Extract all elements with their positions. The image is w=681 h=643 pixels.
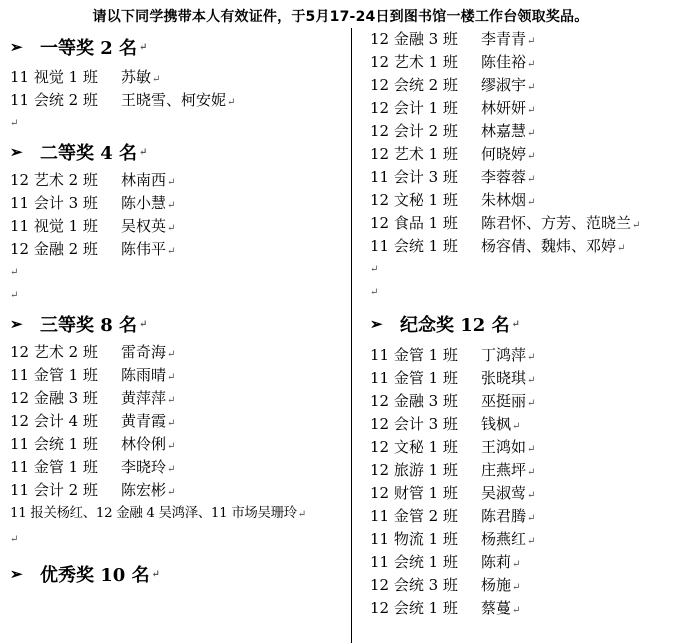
extra-winners-text: 11 报关杨红、12 金融 4 吴鸿泽、11 市场吴珊玲 [10,506,297,521]
paragraph-mark-icon: ↵ [511,318,520,330]
winner-row [10,169,345,192]
paragraph-mark-icon: ↵ [167,349,176,360]
winner-row [370,528,675,551]
section-heading [10,307,345,341]
paragraph-mark-icon: ↵ [527,151,536,162]
student-names: 何晓婷 [481,145,527,163]
paragraph-mark-icon: ↵ [297,509,306,520]
class-name: 12 艺术 1 班 [370,145,458,163]
winner-row [370,212,675,235]
paragraph-mark-icon: ↵ [512,559,521,570]
paragraph-mark-icon: ↵ [527,36,536,47]
student-names: 苏敏 [121,68,152,86]
paragraph-mark-icon: ↵ [167,418,176,429]
student-names: 陈小慧 [121,194,167,212]
class-name: 12 艺术 1 班 [370,53,458,71]
paragraph-mark-icon: ↵ [527,490,536,501]
winner-row [370,482,675,505]
paragraph-mark-icon: ↵ [167,372,176,383]
class-name: 11 会统 2 班 [10,91,98,109]
winner-row [10,479,345,502]
student-names: 林嘉慧 [481,122,527,140]
paragraph-mark-icon: ↵ [632,220,641,231]
class-name: 12 旅游 1 班 [370,461,458,479]
winner-row [10,410,345,433]
paragraph-mark-icon: ↵ [512,582,521,593]
paragraph-mark-icon: ↵ [152,74,161,85]
paragraph-mark-icon: ↵ [167,487,176,498]
winner-list [10,341,345,502]
winner-row [10,341,345,364]
paragraph-mark-icon: ↵ [527,197,536,208]
winner-row [370,505,675,528]
excellent-prize-title: 优秀奖 10 名 [40,565,150,586]
winner-row [370,436,675,459]
student-names: 陈雨晴 [121,366,167,384]
class-name: 11 金管 1 班 [10,366,98,384]
paragraph-mark-icon: ↵ [527,82,536,93]
winner-list [10,66,345,112]
paragraph-mark-icon: ↵ [167,200,176,211]
right-column [370,28,675,620]
second-prize-section [10,135,345,261]
third-prize-title: 三等奖 8 名 [40,315,138,336]
excellent-prize-section [10,555,345,593]
class-name: 12 文秘 1 班 [370,191,458,209]
class-name: 11 金管 1 班 [10,458,98,476]
paragraph-mark-icon: ↵ [227,97,236,108]
winner-row [370,367,675,390]
winner-row [370,551,675,574]
class-name: 11 视觉 1 班 [10,217,98,235]
paragraph-mark-icon: ↵ [527,375,536,386]
paragraph-mark-icon: ↵ [139,41,148,53]
student-names: 杨燕红 [481,530,527,548]
class-name: 12 会计 3 班 [370,415,458,433]
class-name: 11 会统 1 班 [10,435,98,453]
student-names: 陈君腾 [481,507,527,525]
class-name: 12 艺术 2 班 [10,171,98,189]
column-divider [351,28,352,643]
second-prize-title: 二等奖 4 名 [40,143,138,164]
student-names: 张晓琪 [481,369,527,387]
paragraph-mark-icon: ↵ [512,605,521,616]
paragraph-mark-icon: ↵ [617,243,626,254]
paragraph-mark-icon: ↵ [139,146,148,158]
winner-row [370,143,675,166]
paragraph-mark-icon: ↵ [167,223,176,234]
class-name: 12 会计 2 班 [370,122,458,140]
memorial-prize-section [370,304,675,620]
paragraph-mark-icon: ↵ [527,105,536,116]
class-name: 12 会统 1 班 [370,599,458,617]
empty-paragraph: ↵ [10,267,19,278]
first-prize-section [10,28,345,112]
class-name: 11 金管 1 班 [370,346,458,364]
class-name: 12 会统 3 班 [370,576,458,594]
winner-list [370,28,675,258]
class-name: 11 会统 1 班 [370,553,458,571]
student-names: 李蓉蓉 [481,168,527,186]
paragraph-mark-icon: ↵ [167,246,176,257]
winner-row [370,344,675,367]
student-names: 杨施 [481,576,512,594]
class-name: 11 物流 1 班 [370,530,458,548]
first-prize-title: 一等奖 2 名 [40,38,138,59]
class-name: 12 艺术 2 班 [10,343,98,361]
class-name: 11 会计 3 班 [370,168,458,186]
paragraph-mark-icon: ↵ [527,536,536,547]
student-names: 吴权英 [121,217,167,235]
paragraph-mark-icon: ↵ [167,395,176,406]
winner-row [370,597,675,620]
paragraph-mark-icon: ↵ [139,318,148,330]
winner-row [370,574,675,597]
arrow-bullet-icon: ➢ [10,565,23,583]
paragraph-mark-icon: ↵ [167,177,176,188]
winner-row [370,390,675,413]
student-names: 黄萍萍 [121,389,167,407]
empty-paragraph: ↵ [10,118,19,129]
student-names: 李晓玲 [121,458,167,476]
paragraph-mark-icon: ↵ [527,467,536,478]
winner-row [10,66,345,89]
winner-row [370,413,675,436]
student-names: 丁鸿萍 [481,346,527,364]
section-heading [10,135,345,169]
empty-paragraph: ↵ [10,290,19,301]
paragraph-mark-icon: ↵ [167,464,176,475]
winner-row [370,189,675,212]
winner-row [10,456,345,479]
winner-row [370,459,675,482]
class-name: 12 金融 3 班 [370,392,458,410]
winner-row [10,433,345,456]
student-names: 王鸿如 [481,438,527,456]
section-heading [10,555,345,593]
class-name: 11 会计 2 班 [10,481,98,499]
student-names: 庄燕坪 [481,461,527,479]
arrow-bullet-icon: ➢ [10,38,23,56]
winner-row [10,215,345,238]
winner-row [370,97,675,120]
excellent-prize-continued [370,28,675,258]
paragraph-mark-icon: ↵ [151,568,160,580]
student-names: 陈佳裕 [481,53,527,71]
winner-row [10,238,345,261]
student-names: 陈莉 [481,553,512,571]
winner-row [370,74,675,97]
class-name: 12 文秘 1 班 [370,438,458,456]
empty-paragraph: ↵ [10,534,19,545]
winner-row [370,166,675,189]
paragraph-mark-icon: ↵ [527,128,536,139]
student-names: 吴淑莺 [481,484,527,502]
class-name: 12 金融 3 班 [370,30,458,48]
section-heading [10,28,345,66]
student-names: 钱枫 [481,415,512,433]
student-names: 李青青 [481,30,527,48]
class-name: 11 金管 2 班 [370,507,458,525]
student-names: 林伶俐 [121,435,167,453]
student-names: 黄青霞 [121,412,167,430]
student-names: 雷奇海 [121,343,167,361]
left-column [10,28,345,593]
student-names: 杨容倩、魏炜、邓婷 [481,237,617,255]
class-name: 12 金融 3 班 [10,389,98,407]
class-name: 12 会计 4 班 [10,412,98,430]
notice-header: 请以下同学携带本人有效证件，于5月17-24日到图书馆一楼工作台领取奖品。 [92,9,589,25]
winner-list [370,344,675,620]
winner-row [10,192,345,215]
paragraph-mark-icon: ↵ [527,352,536,363]
winner-row [10,387,345,410]
arrow-bullet-icon: ➢ [10,143,23,161]
winner-row [10,89,345,112]
student-names: 林妍妍 [481,99,527,117]
winner-list [10,169,345,261]
class-name: 12 食品 1 班 [370,214,458,232]
class-name: 12 金融 2 班 [10,240,98,258]
empty-paragraph: ↵ [370,287,379,298]
winner-row [370,120,675,143]
class-name: 11 会计 3 班 [10,194,98,212]
winner-row [10,364,345,387]
paragraph-mark-icon: ↵ [527,398,536,409]
student-names: 缪淑宇 [481,76,527,94]
student-names: 朱林烟 [481,191,527,209]
class-name: 11 视觉 1 班 [10,68,98,86]
student-names: 陈宏彬 [121,481,167,499]
winner-row [370,235,675,258]
student-names: 王晓雪、柯安妮 [121,91,227,109]
winner-row [370,28,675,51]
student-names: 陈君怀、方芳、范晓兰 [481,214,632,232]
memorial-prize-title: 纪念奖 12 名 [400,315,510,336]
winner-row [370,51,675,74]
extra-winners-line [10,502,345,525]
paragraph-mark-icon: ↵ [512,421,521,432]
student-names: 蔡蔓 [481,599,512,617]
paragraph-mark-icon: ↵ [527,444,536,455]
third-prize-section [10,307,345,525]
paragraph-mark-icon: ↵ [527,513,536,524]
paragraph-mark-icon: ↵ [527,174,536,185]
class-name: 12 财管 1 班 [370,484,458,502]
class-name: 12 会计 1 班 [370,99,458,117]
class-name: 12 会统 2 班 [370,76,458,94]
paragraph-mark-icon: ↵ [167,441,176,452]
section-heading [370,304,675,344]
class-name: 11 金管 1 班 [370,369,458,387]
student-names: 林南西 [121,171,167,189]
student-names: 陈伟平 [121,240,167,258]
class-name: 11 会统 1 班 [370,237,458,255]
empty-paragraph: ↵ [370,264,379,275]
arrow-bullet-icon: ➢ [10,315,23,333]
paragraph-mark-icon: ↵ [527,59,536,70]
student-names: 巫挺丽 [481,392,527,410]
arrow-bullet-icon: ➢ [370,315,383,333]
